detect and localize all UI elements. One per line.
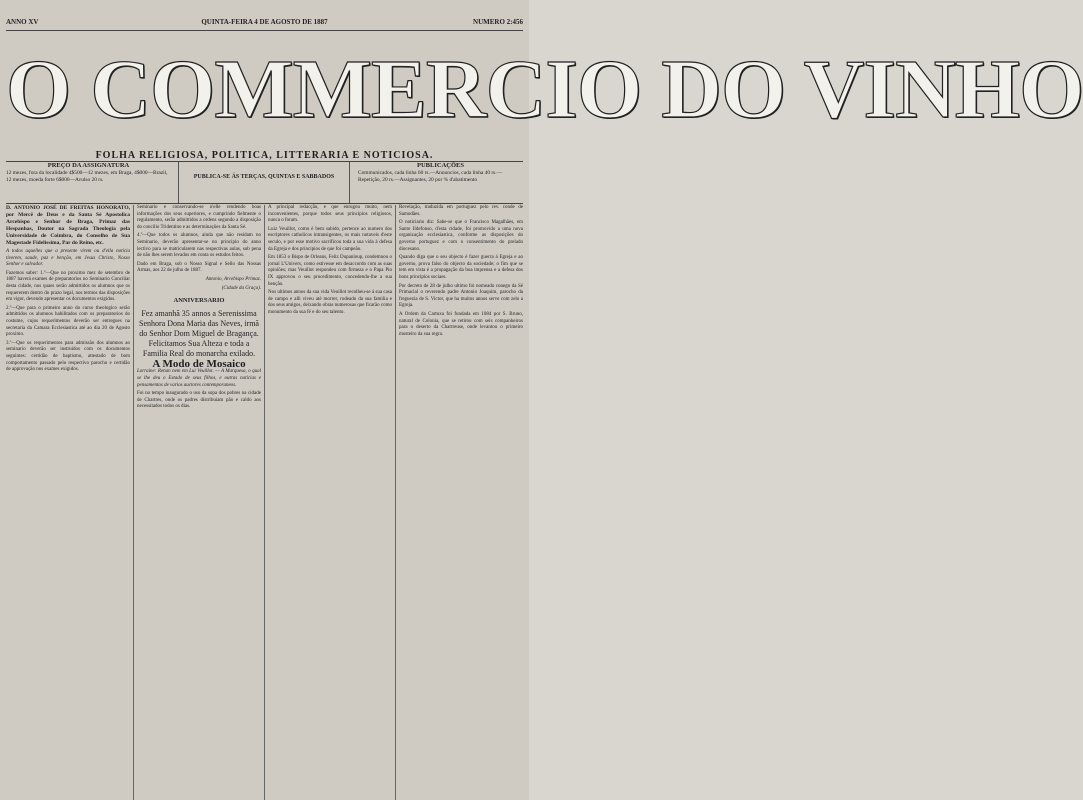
column-2: [137, 205, 261, 800]
subscription-box: [6, 162, 171, 208]
pastoral-paragraph: Dado em Braga, sob o Nosso Signal e Sello das Nossas Armas, aos 22 de julho de 1887.: [137, 261, 261, 274]
article-paragraph: O noticiario diz: Sabe-se que o Francisco Magalhães, em Santo Ildefonso, d'esta cidade, foi promovido a uma nova organização ecclesiastica, conforme as disposições do governo portuguez e com o consentimento do prelado diocesano.: [399, 220, 523, 252]
issue-year: ANNO XV: [6, 18, 39, 26]
pastoral-blessing: A todos aquelles que a presente virem ou d'ella noticia tiverem, saude, paz e benção, em Jesus Christo, Nosso Senhor e salvador.: [6, 249, 130, 268]
masthead-subtitle: FOLHA RELIGIOSA, POLITICA, LITTERARIA E NOTICIOSA.: [95, 150, 434, 161]
column-4: [399, 205, 523, 800]
pastoral-paragraph: 3.º—Que os requerimentos para admissão dos alumnos ao seminario deverão ser instruidos com os documentos seguintes: certidão de baptismo, attestado de bom comportamento passado pelo respectivo parocho e certidão de approvação nos exames exigidos.: [6, 340, 130, 373]
mosaic-heading: A Modo de Mosaico: [152, 357, 246, 370]
article-paragraph: Luiz Veuillot, como é bem sabido, pertence ao numero dos escriptores catholicos intransigentes, os mais notaveis d'este seculo, e por esse motivo sacrificou toda a sua vida á defesa da Egreja e dos principios de que foi campeão.: [268, 226, 392, 252]
pastoral-paragraph: 4.º—Que todos os alumnos, ainda que não residam no Seminario, deverão apresentar-se no principio do anno lectivo para se matricularem nas respectivas aulas, sob pena de não lhes serem levados em conta os estudos feitos.: [137, 233, 261, 259]
article-paragraph: A Ordem da Cartuxa foi fundada em 1084 por S. Bruno, natural de Colonia, que se retirou com seis companheiros para o deserto da Chartreuse, onde levantou o primeiro mosteiro da sua regra.: [399, 311, 523, 337]
article-body: [6, 205, 523, 800]
schedule-box: [178, 162, 350, 204]
publications-heading: PUBLICAÇÕES: [417, 162, 464, 169]
issue-number: NUMERO 2:456: [473, 18, 523, 26]
pastoral-heading: D. ANTONIO JOSÉ DE FREITAS HONORATO, por Mercê de Deus e da Santa Sé Apostolica Arcebispo e Senhor de Braga, Primaz das Hespanhas, Doutor na Sagrada Theologia pela Universidade de Coimbra, do Conselho de Sua Magestade Fidelissima, Par do Reino, etc.: [6, 205, 130, 246]
article-paragraph: Por decreto de 28 de julho ultimo foi nomeado conego da Sé Primacial o reverendo padre Antonio Joaquim, parocho da freguezia de S. Victor, que ha muitos annos serve com zelo a Egreja.: [399, 283, 523, 309]
mosaic-paragraph: Lorraine: Renan nem em Lui Veuillot. — A Marquesa, o qual se lhe deu o Estado de seus filhos, e outras noticias e pensamentos de varios auctores contemporaneos.: [137, 369, 261, 388]
article-paragraph: Revelação, traduzida em portuguez pelo rev. conde de Samodães.: [399, 205, 523, 217]
article-paragraph: Em 1853 o Bispo de Orleans, Feliz Dupanloup, condemnou o jornal L'Univers, como estivesse em desaccordo com as suas opiniões; mas Veuillot respondeu com firmeza e o Papa Pio IX approvou o seu procedimento, concedendo-lhe a sua benção.: [268, 255, 392, 287]
column-rule: [395, 205, 396, 800]
masthead-title: O COMMERCIO DO VINHO: [6, 43, 1083, 136]
publications-box: [358, 162, 523, 208]
schedule-text: PUBLICA-SE ÁS TERÇAS, QUINTAS E SABBADOS: [193, 174, 335, 180]
article-paragraph: Nos ultimos annos da sua vida Veuillot recolheu-se á sua casa de campo e alli viveu até morrer, rodeado da sua familia e dos seus amigos, deixando obras numerosas que ficarão como monumento da sua fé e do seu talento.: [268, 290, 392, 315]
column-1: [6, 205, 130, 800]
issue-date: QUINTA-FEIRA 4 DE AGOSTO DE 1887: [201, 18, 328, 26]
pastoral-signature: Antonio, Arcebispo Primaz.: [205, 276, 261, 282]
pastoral-paragraph: Seminario e conservando-se n'elle rendendo boas informações dos seus superiores, e cumprindo fielmente o regulamento, serão admittidos a ordens segundo a disposição do concilio Tridentino e as determinações da Santa Sé.: [137, 205, 261, 230]
column-3: [268, 205, 392, 800]
article-paragraph: A principal redacção, e que enrugou muito, nem inconvenientes, porque todos seus principios religiosos, nunca o foram.: [268, 205, 392, 224]
column-rule: [264, 205, 265, 800]
info-rule-bottom: [6, 203, 523, 204]
article-paragraph: Quando diga que o seu objecto é fazer guerra á Egreja e ao governo, prova falso do objecto da sociedade; o fim que se tem em vista é a propagação da boa imprensa e a defesa dos bons principios sociaes.: [399, 255, 523, 280]
pastoral-paragraph: Fazemos saber: 1.º—Que no proximo mez de setembro de 1887 haverá exames de preparatorios no Seminario Conciliar desta cidade, nos quaes serão admittidos os alumnos que os requererem dentro do prazo legal, nos termos das disposições em vigor, devendo apresentar os documentos exigidos.: [6, 270, 130, 303]
subscription-heading: PREÇO DA ASSIGNATURA: [47, 162, 130, 169]
publications-text: Communicados, cada linha 60 rs.—Annuncios, cada linha 40 rs.—Repetição, 20 rs.—Assignantes, 20 por % d'abatimento: [358, 170, 503, 183]
anniversary-notice: Fez amanhã 35 annos a Serenissima Senhora Dona Maria das Neves, irmã do Senhor Dom Miguel de Bragança. Felicitamos Sua Alteza e toda a Familia Real do monarcha exilado.: [139, 308, 259, 358]
anniversary-heading: ANNIVERSARIO: [173, 297, 225, 305]
subscription-text: 12 mezes, fora da localidade 4$500—12 mezes, em Braga, 4$000—Brazil, 12 mezes, moeda forte 6$000—Avulso 20 rs.: [6, 170, 168, 183]
issue-line: [6, 18, 523, 28]
pastoral-signature-place: (Cidade da Graça).: [221, 285, 261, 291]
mosaic-paragraph: Foi no tempo inaugurado o uso da sopa dos pobres na cidade de Chartres, onde os padres distribuiam pão e caldo aos necessitados todos os dias.: [137, 391, 261, 410]
top-rule: [6, 30, 523, 31]
pastoral-paragraph: 2.º—Que para o primeiro anno do curso theologico serão admittidos os alumnos habilitados com os preparatorios do costume, cujos requerimentos deverão ser entregues na secretaria da Camara Ecclesiastica até ao dia 20 de Agosto proximo.: [6, 305, 130, 338]
column-rule: [133, 205, 134, 800]
